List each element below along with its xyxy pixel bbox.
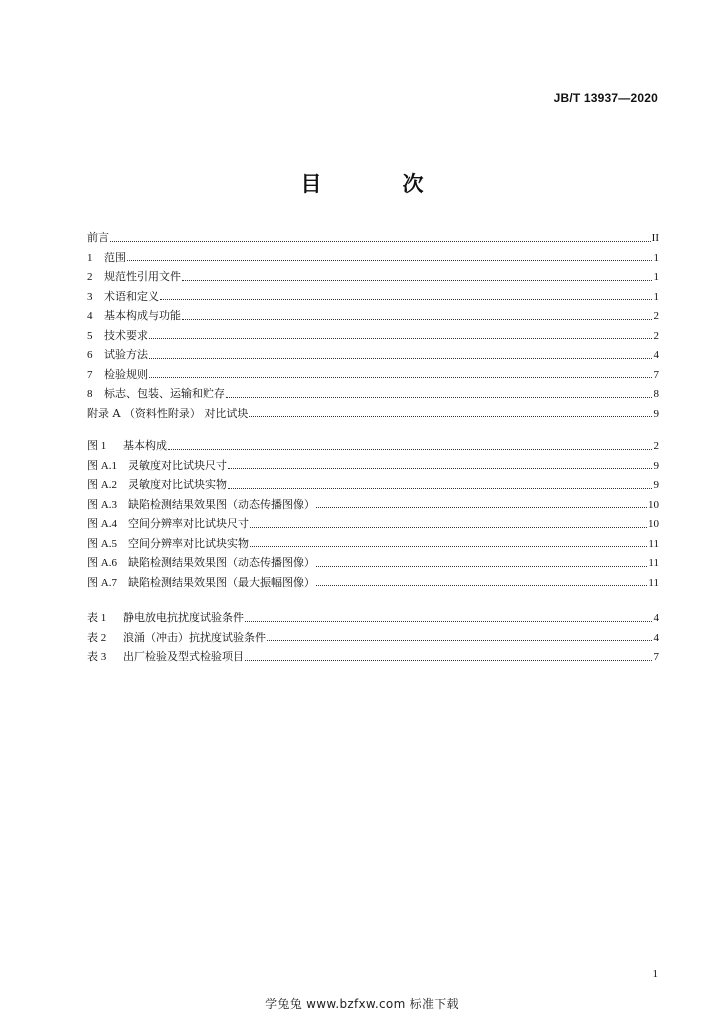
toc-entry-figure[interactable] [87, 495, 659, 515]
leader-dots [149, 337, 652, 339]
toc-entry-label: 出厂检验及型式检验项目 [123, 650, 244, 663]
leader-dots [316, 506, 647, 508]
toc-entry-page: 4 [653, 349, 659, 361]
leader-dots [127, 259, 652, 261]
toc-entry-section-7[interactable] [87, 365, 659, 385]
toc-entry-number: 5 [87, 329, 93, 342]
toc-entry-figure[interactable] [87, 553, 659, 573]
toc-entry-page: 9 [653, 479, 659, 491]
toc-entry-table[interactable] [87, 628, 659, 648]
toc-entry-label: 静电放电抗扰度试验条件 [123, 611, 244, 624]
toc-entry-figure[interactable] [87, 534, 659, 554]
leader-dots [160, 298, 652, 300]
toc-entry-figure[interactable] [87, 436, 659, 456]
toc-entry-page: 2 [653, 440, 659, 452]
toc-entry-page: 11 [648, 557, 659, 569]
toc-entry-label: 范围 [104, 250, 126, 264]
toc-entry-figure[interactable] [87, 573, 659, 593]
toc-entry-number: 3 [87, 290, 93, 303]
footer-watermark[interactable]: 学兔兔 www.bzfxw.com 标准下载 [265, 997, 459, 1011]
leader-dots [316, 584, 647, 586]
toc-entry-page: 8 [653, 388, 659, 400]
leader-dots [316, 565, 647, 567]
leader-dots [182, 318, 652, 320]
leader-dots [245, 659, 652, 661]
toc-entry-label: 试验方法 [104, 348, 148, 361]
toc-entry-label: 标志、包装、运输和贮存 [104, 387, 225, 400]
toc-entry-appendix-a[interactable] [87, 404, 659, 424]
toc-entry-number: 图 A.7 [87, 576, 117, 589]
toc-entry-page: 4 [653, 612, 659, 624]
leader-dots [110, 240, 651, 242]
toc-entry-number: 表 1 [87, 612, 107, 624]
toc-tables [87, 608, 659, 667]
toc-entry-page: 4 [653, 631, 659, 644]
toc-entry-number: 4 [87, 310, 93, 322]
leader-dots [149, 357, 652, 359]
toc-entry-number: 图 A.1 [87, 459, 117, 472]
toc-entry-number: 图 A.5 [87, 537, 117, 550]
toc-entry-label: 灵敏度对比试块尺寸 [128, 458, 227, 472]
toc-entry-label: 空间分辨率对比试块尺寸 [128, 517, 249, 530]
toc-entry-label: 缺陷检测结果效果图（动态传播图像） [128, 556, 315, 569]
toc-entry-page: 1 [653, 251, 659, 264]
toc-entry-section-8[interactable] [87, 384, 659, 404]
toc-entry-label: 基本构成与功能 [104, 309, 181, 322]
toc-sections [87, 228, 659, 423]
toc-entry-page: 11 [648, 537, 659, 550]
toc-entry-page: 7 [653, 651, 659, 663]
toc-entry-figure[interactable] [87, 475, 659, 495]
toc-entry-page: 11 [648, 576, 659, 589]
leader-dots [267, 639, 652, 641]
leader-dots [228, 467, 652, 469]
leader-dots [245, 620, 652, 622]
toc-entry-page: 9 [653, 407, 659, 420]
leader-dots [226, 396, 652, 398]
page-title: 目 次 [300, 172, 454, 196]
toc-entry-number: 1 [87, 251, 93, 264]
toc-entry-label: 缺陷检测结果效果图（最大振幅图像） [128, 575, 315, 589]
toc-entry-label: 灵敏度对比试块实物 [128, 478, 227, 491]
page-number: 1 [652, 968, 658, 980]
toc-entry-label: 检验规则 [104, 367, 148, 381]
toc-entry-number: 表 3 [87, 651, 107, 663]
toc-entry-number: 图 A.2 [87, 479, 117, 491]
toc-entry-page: 9 [653, 459, 659, 472]
toc-entry-number: 图 A.3 [87, 498, 117, 511]
toc-entry-label: 技术要求 [104, 328, 148, 342]
toc-entry-label: 浪涌（冲击）抗扰度试验条件 [123, 630, 266, 644]
toc-figures [87, 436, 659, 592]
toc-entry-page: 1 [653, 290, 659, 303]
toc-entry-number: 图 A.6 [87, 557, 117, 569]
toc-entry-number: 图 1 [87, 440, 107, 452]
toc-entry-page: 7 [653, 368, 659, 381]
toc-entry-label: 空间分辨率对比试块实物 [128, 536, 249, 550]
toc-entry-page: II [651, 232, 659, 244]
toc-entry-table[interactable] [87, 608, 659, 628]
toc-entry-section-1[interactable] [87, 248, 659, 268]
toc-entry-figure[interactable] [87, 456, 659, 476]
leader-dots [250, 545, 647, 547]
toc-entry-number: 7 [87, 368, 93, 381]
toc-entry-section-5[interactable] [87, 326, 659, 346]
toc-entry-page: 2 [653, 310, 659, 322]
leader-dots [249, 415, 652, 417]
toc-entry-section-2[interactable] [87, 267, 659, 287]
toc-entry-number: 表 2 [87, 631, 107, 644]
toc-entry-page: 10 [648, 498, 659, 511]
toc-entry-section-6[interactable] [87, 345, 659, 365]
toc-entry-label: 缺陷检测结果效果图（动态传播图像） [128, 497, 315, 511]
leader-dots [228, 487, 652, 489]
toc-entry-label: 附录 A （资料性附录） 对比试块 [87, 406, 249, 420]
toc-entry-number: 8 [87, 388, 93, 400]
toc-entry-figure[interactable] [87, 514, 659, 534]
toc-entry-page: 1 [653, 271, 659, 283]
toc-entry-page: 2 [653, 329, 659, 342]
toc-entry-section-4[interactable] [87, 306, 659, 326]
toc-entry-number: 图 A.4 [87, 518, 117, 530]
toc-entry-label: 基本构成 [123, 439, 167, 452]
toc-entry-number: 2 [87, 271, 93, 283]
standard-code: JB/T 13937—2020 [553, 91, 658, 105]
toc-entry-table[interactable] [87, 647, 659, 667]
toc-entry-preface[interactable] [87, 228, 659, 248]
toc-entry-number: 6 [87, 349, 93, 361]
toc-entry-label: 术语和定义 [104, 289, 159, 303]
toc-entry-page: 10 [648, 518, 659, 530]
leader-dots [182, 279, 652, 281]
toc-entry-label: 规范性引用文件 [104, 270, 181, 283]
toc-entry-label: 前言 [87, 231, 109, 244]
leader-dots [149, 376, 652, 378]
leader-dots [250, 526, 647, 528]
leader-dots [168, 448, 652, 450]
toc-entry-section-3[interactable] [87, 287, 659, 307]
